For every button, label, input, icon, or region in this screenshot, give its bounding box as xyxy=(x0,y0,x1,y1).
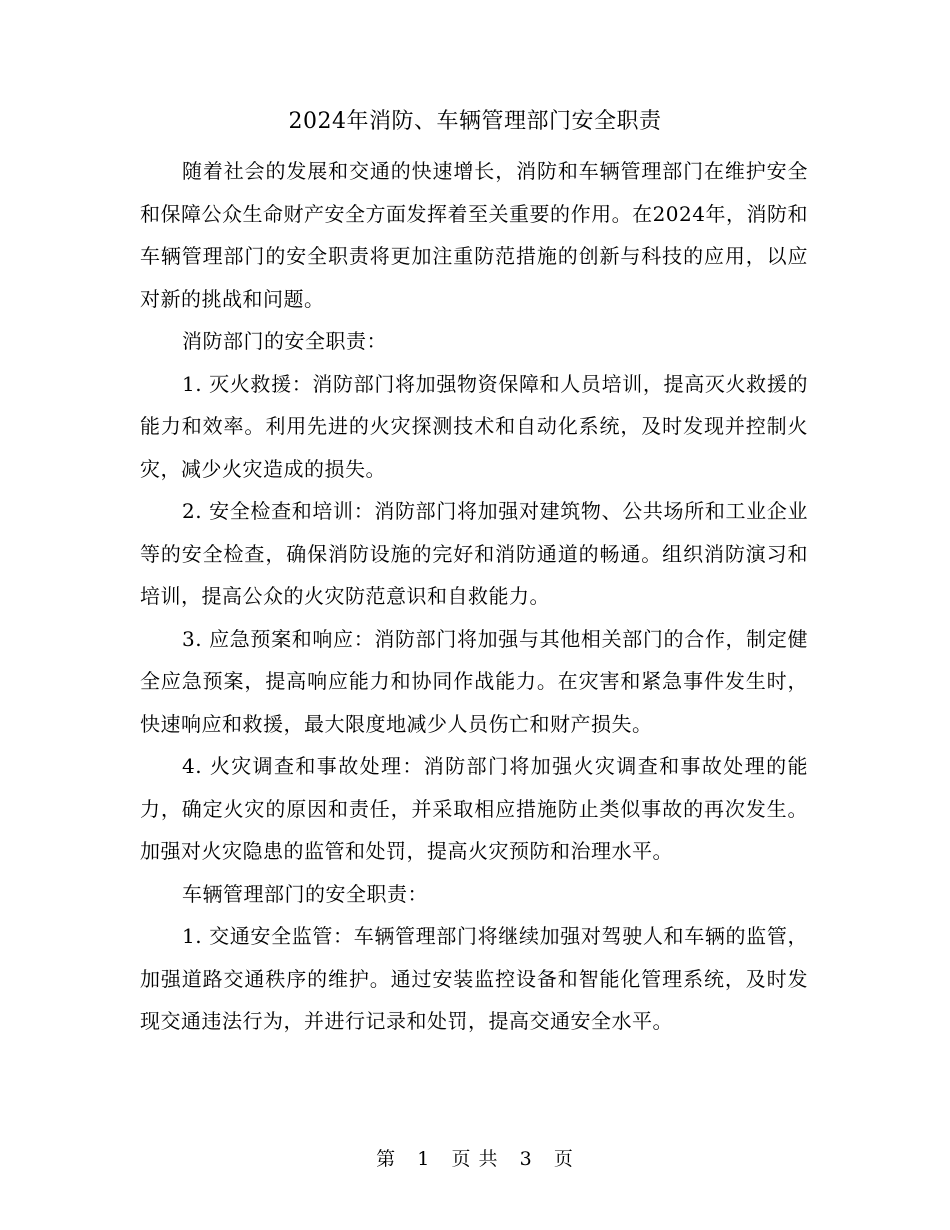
page-label-suffix: 页 xyxy=(553,1148,574,1170)
fire-item-2: 2. 安全检查和培训：消防部门将加强对建筑物、公共场所和工业企业等的安全检查，确保消防设施的完好和消防通道的畅通。组织消防演习和培训，提高公众的火灾防范意识和自救能力。 xyxy=(140,499,808,608)
page-footer xyxy=(0,1144,950,1174)
fire-dept-heading: 消防部门的安全职责： xyxy=(182,329,387,353)
page-label-prefix: 第 xyxy=(376,1148,397,1170)
intro-paragraph: 随着社会的发展和交通的快速增长，消防和车辆管理部门在维护安全和保障公众生命财产安全方面发挥着至关重要的作用。在2024年，消防和车辆管理部门的安全职责将更加注重防范措施的创新与科技的应用，以应对新的挑战和问题。 xyxy=(140,159,808,311)
fire-item-4: 4. 火灾调查和事故处理：消防部门将加强火灾调查和事故处理的能力，确定火灾的原因和责任，并采取相应措施防止类似事故的再次发生。加强对火灾隐患的监管和处罚，提高火灾预防和治理水平。 xyxy=(140,754,808,863)
document-body xyxy=(140,150,808,1043)
fire-item-1: 1. 灭火救援：消防部门将加强物资保障和人员培训，提高灭火救援的能力和效率。利用先进的火灾探测技术和自动化系统，及时发现并控制火灾，减少火灾造成的损失。 xyxy=(140,371,808,481)
document-title: 2024年消防、车辆管理部门安全职责 xyxy=(288,109,662,134)
vehicle-item-1: 1. 交通安全监管：车辆管理部门将继续加强对驾驶人和车辆的监管，加强道路交通秩序的维护。通过安装监控设备和智能化管理系统，及时发现交通违法行为，并进行记录和处罚，提高交通安全水平。 xyxy=(140,924,808,1033)
fire-item-3: 3. 应急预案和响应：消防部门将加强与其他相关部门的合作，制定健全应急预案，提高响应能力和协同作战能力。在灾害和紧急事件发生时，快速响应和救援，最大限度地减少人员伤亡和财产损失。 xyxy=(140,626,808,736)
current-page-number: 1 xyxy=(417,1148,431,1170)
total-pages-number: 3 xyxy=(519,1148,533,1170)
vehicle-dept-heading: 车辆管理部门的安全职责： xyxy=(182,881,428,906)
page-label-mid: 页 共 xyxy=(451,1148,499,1170)
